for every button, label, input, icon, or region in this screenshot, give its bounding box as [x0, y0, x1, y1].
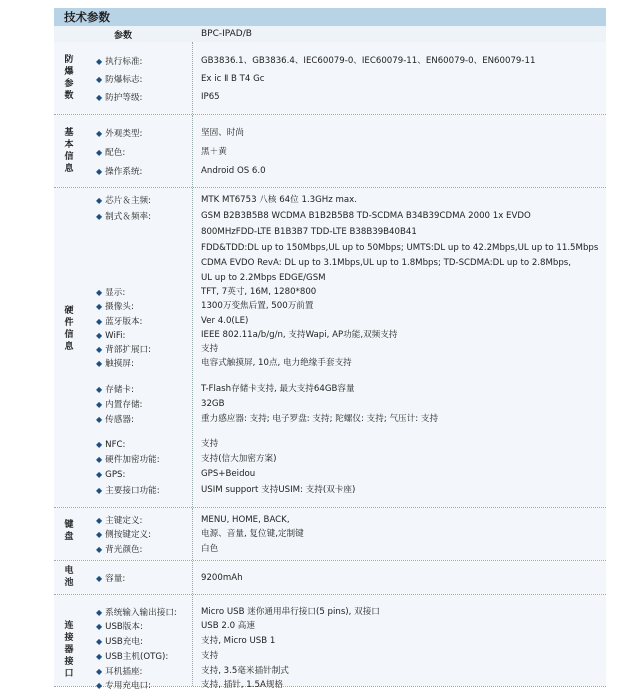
- diamond-bullet-icon: ◆: [96, 667, 103, 676]
- diamond-bullet-icon: ◆: [96, 516, 103, 525]
- frequency-line: CDMA EVDO RevA: DL up to 3.1Mbps,UL up to 1.8Mbps; TD-SCDMA:DL up to 2.8Mbps,: [201, 258, 572, 268]
- diamond-bullet-icon: ◆: [96, 345, 103, 354]
- diamond-bullet-icon: ◆: [96, 288, 103, 297]
- diamond-bullet-icon: ◆: [96, 470, 103, 479]
- diamond-bullet-icon: ◆: [96, 331, 103, 340]
- frequency-line: FDD&TDD:DL up to 150Mbps,UL up to 50Mbps; UMTS:DL up to 42.2Mbps,UL up to 11.5Mbps: [201, 243, 599, 253]
- spec-title: 技术参数: [54, 8, 606, 26]
- category-ports: 连 接 器 接 口: [64, 621, 74, 679]
- section-explosion: 防 爆 参 数 ◆ 执行标准: GB3836.1、GB3836.4、IEC60079-0、IEC60079-11、EN60079-0、EN60079-11 ◆ 防爆标志: Ex ic Ⅱ B T4 Gc ◆ 防护等级: IP65: [54, 42, 606, 115]
- section-battery: 电 池 ◆ 容量: 9200mAh: [54, 561, 606, 595]
- spec-sheet: [54, 8, 606, 691]
- diamond-bullet-icon: ◆: [96, 440, 103, 449]
- header-label: 参数: [113, 30, 132, 41]
- diamond-bullet-icon: ◆: [96, 302, 103, 311]
- section-basic: 基 本 信 息 ◆ 外观类型: 坚固、时尚 ◆ 配色: 黑＋黄 ◆ 操作系统: Android OS 6.0: [54, 115, 606, 188]
- frequency-line: UL up to 2.2Mbps EDGE/GSM: [201, 273, 326, 283]
- diamond-bullet-icon: ◆: [96, 608, 103, 617]
- diamond-bullet-icon: ◆: [96, 681, 103, 690]
- diamond-bullet-icon: ◆: [96, 545, 103, 554]
- section-ports: 连 接 器 接 口 ◆ 系统输入输出接口: Micro USB 迷你通用串行接口(5 pins), 双接口 ◆ USB版本: USB 2.0 高速 ◆ USB充电: 支持, Micro USB 1 ◆ USB主机(OTG): 支持 ◆ 耳机插座: 支持, 3.5毫米插针制式 ◆ 专用充电口: 支持, 插针, 1.5A规格: [54, 595, 606, 687]
- category-basic: 基 本 信 息: [64, 128, 74, 174]
- diamond-bullet-icon: ◆: [96, 317, 103, 326]
- diamond-bullet-icon: ◆: [96, 622, 103, 631]
- header-row: [54, 26, 606, 43]
- diamond-bullet-icon: ◆: [96, 385, 103, 394]
- diamond-bullet-icon: ◆: [96, 574, 103, 583]
- category-keys: 键 盘: [64, 520, 74, 542]
- diamond-bullet-icon: ◆: [96, 129, 103, 138]
- category-hardware: 硬 件 信 息: [64, 306, 74, 352]
- diamond-bullet-icon: ◆: [96, 196, 103, 205]
- section-keys: 键 盘 ◆ 主键定义: MENU, HOME, BACK, ◆ 侧按键定义: 电源、音量, 复位键,定制键 ◆ 背光颜色: 白色: [54, 508, 606, 561]
- diamond-bullet-icon: ◆: [96, 359, 103, 368]
- section-hardware: 硬 件 信 息 ◆ 芯片＆主频: MTK MT6753 八核 64位 1.3GHz max. ◆ 制式＆频率: GSM B2B3B5B8 WCDMA B1B2B5B8 TD-SCDMA B34B39CDMA 2000 1x EVDO 800MHzFDD-LTE B1B3B7 TDD-LTE B38B39B40B41 FDD&TDD:DL up to 150Mbps,UL up to 50Mbps; UMTS:DL up to 42.2Mbps,UL up to 11.5Mbps CDMA EVDO RevA: DL up to 3.1Mbps,UL up to 1.8Mbps; TD-SCDMA:DL up to 2.8Mbps, UL up to 2.2Mbps EDGE/GSM ◆ 显示: TFT, 7英寸, 16M, 1280*800 ◆ 摄像头: 1300万变焦后置, 500万前置 ◆ 蓝牙版本: Ver 4.0(LE) ◆ WiFi: IEEE 802.11a/b/g/n, 支持Wapi, AP功能,双频支持 ◆ 背部扩展口: 支持 ◆ 触摸屏: 电容式触摸屏, 10点, 电力绝缘手套支持 ◆ 存储卡: T-Flash存储卡支持, 最大支持64GB容量 ◆ 内置存储: 32GB ◆ 传感器: 重力感应器: 支持; 电子罗盘: 支持; 陀螺仪: 支持; 气压计: 支持 ◆ NFC: 支持 ◆ 硬件加密功能: 支持(信大加密方案) ◆ GPS: GPS+Beidou ◆ 主要接口功能: USIM support 支持USIM: 支持(双卡座): [54, 188, 606, 508]
- diamond-bullet-icon: ◆: [96, 400, 103, 409]
- diamond-bullet-icon: ◆: [96, 415, 103, 424]
- diamond-bullet-icon: ◆: [96, 75, 103, 84]
- diamond-bullet-icon: ◆: [96, 530, 103, 539]
- diamond-bullet-icon: ◆: [96, 93, 103, 102]
- diamond-bullet-icon: ◆: [96, 148, 103, 157]
- category-explosion: 防 爆 参 数: [64, 55, 74, 101]
- diamond-bullet-icon: ◆: [96, 652, 103, 661]
- category-battery: 电 池: [64, 566, 74, 588]
- diamond-bullet-icon: ◆: [96, 637, 103, 646]
- diamond-bullet-icon: ◆: [96, 167, 103, 176]
- header-model: BPC-IPAD/B: [201, 29, 252, 39]
- diamond-bullet-icon: ◆: [96, 57, 103, 66]
- diamond-bullet-icon: ◆: [96, 212, 103, 221]
- diamond-bullet-icon: ◆: [96, 486, 103, 495]
- diamond-bullet-icon: ◆: [96, 455, 103, 464]
- frequency-line: 800MHzFDD-LTE B1B3B7 TDD-LTE B38B39B40B41: [201, 227, 417, 237]
